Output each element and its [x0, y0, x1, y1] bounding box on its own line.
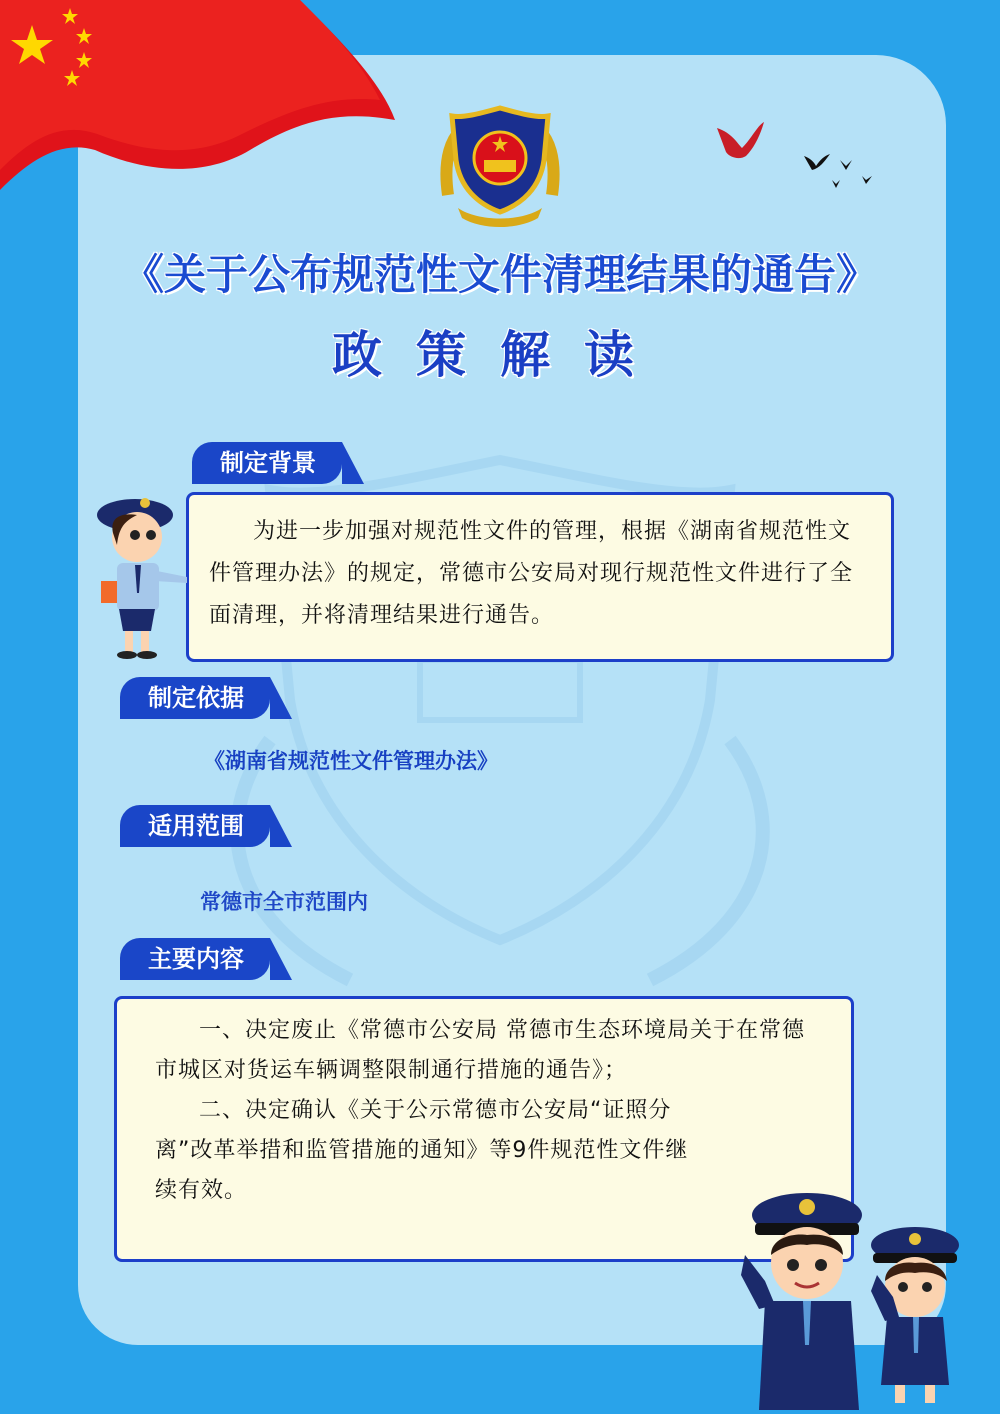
- basis-text: 《湖南省规范性文件管理办法》: [204, 749, 498, 773]
- background-box: [186, 492, 894, 662]
- section-heading-scope: 适用范围: [120, 805, 270, 847]
- section-heading-content: 主要内容: [120, 938, 270, 980]
- birds-icon: [712, 118, 882, 198]
- national-flag-icon: [0, 0, 400, 200]
- section-heading-basis: 制定依据: [120, 677, 270, 719]
- scope-text: 常德市全市范围内: [200, 890, 368, 914]
- content-item-2: 二、决定确认《关于公示常德市公安局“证照分离”改革举措和监管措施的通知》等9件规范性文件继续有效。: [155, 1098, 689, 1203]
- content-item-1: 一、决定废止《常德市公安局 常德市生态环境局关于在常德市城区对货运车辆调整限制通行措施的通告》；: [155, 1018, 805, 1083]
- policewoman-mascot-icon: [95, 485, 200, 660]
- police-mascots-saluting-icon: [735, 1185, 975, 1410]
- page-subtitle: 政策解读: [332, 326, 668, 384]
- page-title: 《关于公布规范性文件清理结果的通告》: [121, 250, 878, 299]
- section-heading-background: 制定背景: [192, 442, 342, 484]
- background-text: 为进一步加强对规范性文件的管理，根据《湖南省规范性文件管理办法》的规定，常德市公安局对现行规范性文件进行了全面清理，并将清理结果进行通告。: [209, 519, 854, 628]
- police-emblem-icon: [438, 100, 562, 230]
